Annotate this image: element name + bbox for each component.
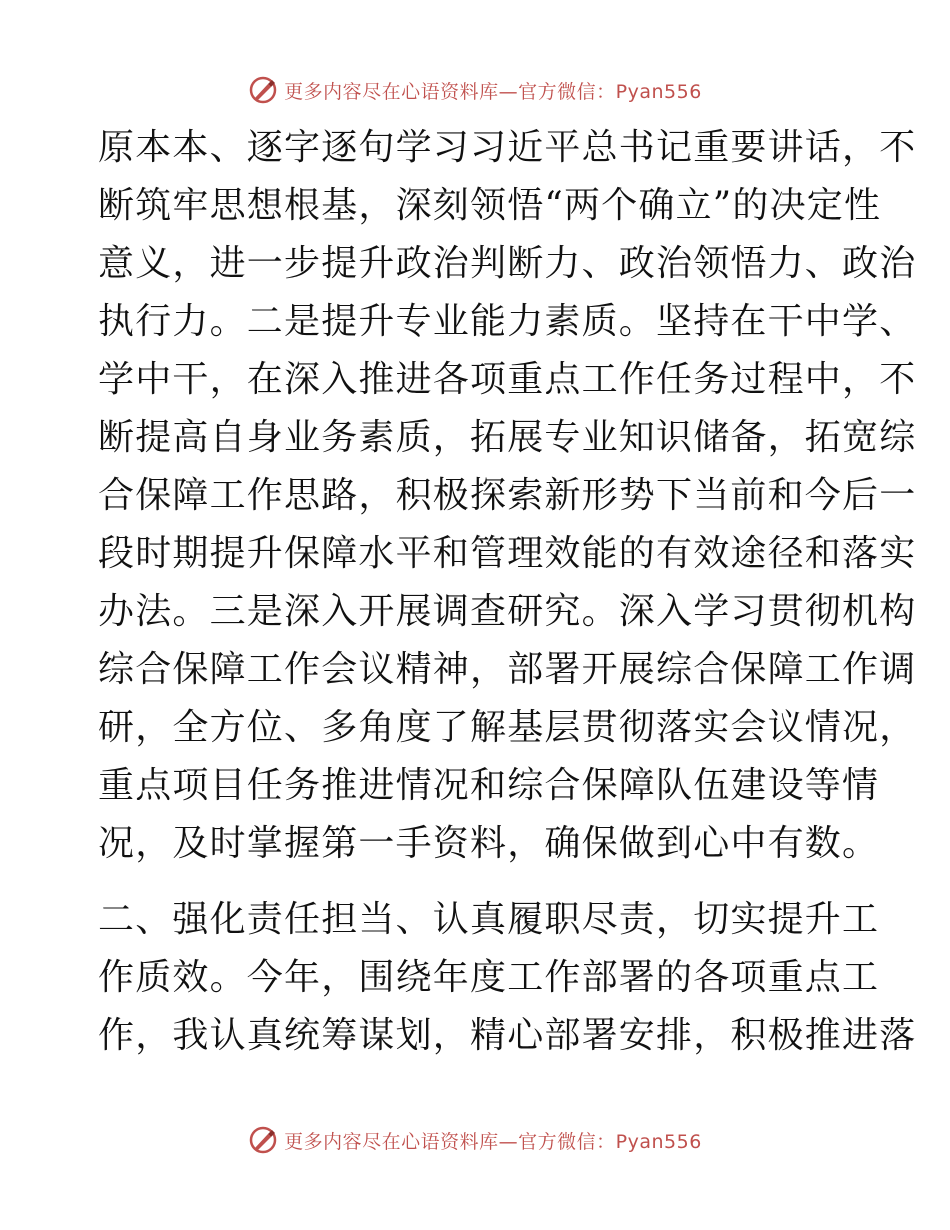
header-banner [0, 70, 950, 110]
section-heading-line: 二、强化责任担当、认真履职尽责，切实提升工 [98, 899, 880, 940]
text-line: 合保障工作思路，积极探索新形势下当前和今后一 [98, 475, 917, 516]
text-line: 研，全方位、多角度了解基层贯彻落实会议情况， [98, 707, 917, 748]
text-line: 执行力。二是提升专业能力素质。坚持在干中学、 [98, 301, 917, 342]
text-line: 段时期提升保障水平和管理效能的有效途径和落实 [98, 533, 917, 574]
text-line: 学中干，在深入推进各项重点工作任务过程中，不 [98, 359, 917, 400]
footer-banner-text: 更多内容尽在心语资料库—官方微信：Pyan556 [284, 1130, 702, 1153]
text-line: 况，及时掌握第一手资料，确保做到心中有数。 [98, 823, 880, 864]
pen-logo-icon [248, 75, 278, 105]
text-line: 断筑牢思想根基，深刻领悟“两个确立”的决定性 [98, 185, 882, 226]
text-line: 意义，进一步提升政治判断力、政治领悟力、政治 [98, 243, 917, 284]
footer-banner [0, 1120, 950, 1160]
text-line: 断提高自身业务素质，拓展专业知识储备，拓宽综 [98, 417, 917, 458]
text-line: 作质效。今年，围绕年度工作部署的各项重点工 [98, 957, 880, 998]
pen-logo-icon [248, 1125, 278, 1155]
text-line: 重点项目任务推进情况和综合保障队伍建设等情 [98, 765, 880, 806]
text-line: 原本本、逐字逐句学习习近平总书记重要讲话，不 [98, 127, 917, 168]
text-line: 综合保障工作会议精神，部署开展综合保障工作调 [98, 649, 917, 690]
header-banner-text: 更多内容尽在心语资料库—官方微信：Pyan556 [284, 80, 702, 103]
text-line: 办法。三是深入开展调查研究。深入学习贯彻机构 [98, 591, 917, 632]
text-line: 作，我认真统筹谋划，精心部署安排，积极推进落 [98, 1015, 917, 1056]
